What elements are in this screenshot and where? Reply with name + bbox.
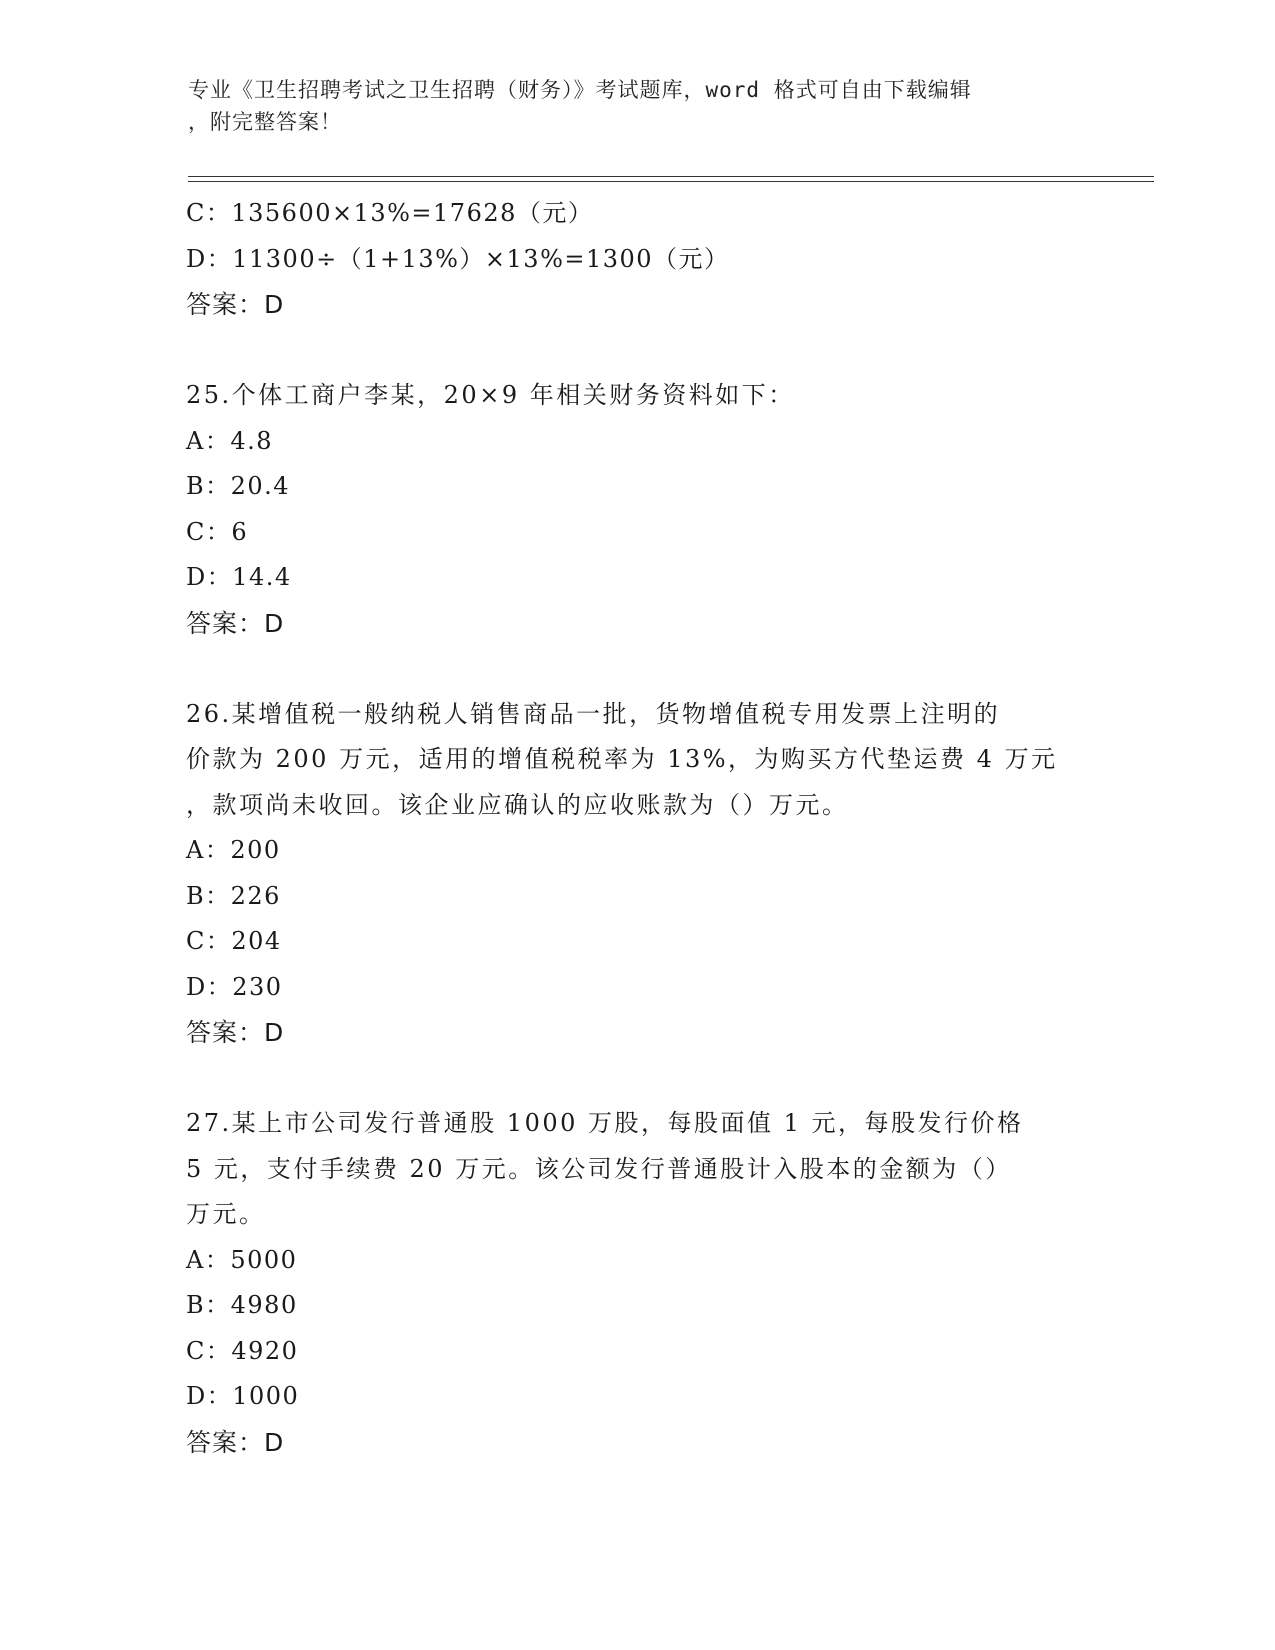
question-27 [186, 1101, 1086, 1465]
header-title-line-1: 专业《卫生招聘考试之卫生招聘（财务）》考试题库，word 格式可自由下载编辑 [188, 78, 972, 102]
header-title-line-2: ，附完整答案！ [188, 110, 342, 134]
question-stem: 26.某增值税一般纳税人销售商品一批，货物增值税专用发票上注明的 [186, 699, 1001, 728]
question-stem: 5 元，支付手续费 20 万元。该公司发行普通股计入股本的金额为（） [186, 1154, 1012, 1183]
option-c: C：204 [186, 927, 282, 955]
answer-line: 答案：D [186, 1427, 285, 1457]
option-d: D：14.4 [186, 563, 292, 591]
document-header [188, 74, 1088, 138]
option-d: D：230 [186, 972, 283, 1001]
answer-line: 答案：D [186, 608, 285, 638]
option-a: A：200 [186, 836, 281, 864]
spacer [186, 646, 1086, 692]
question-25 [186, 373, 1086, 646]
question-stem: 万元。 [186, 1200, 266, 1228]
question-stem: 27.某上市公司发行普通股 1000 万股，每股面值 1 元，每股发行价格 [186, 1109, 1024, 1137]
spacer [186, 1056, 1086, 1102]
question-stem: 价款为 200 万元，适用的增值税税率为 13%，为购买方代垫运费 4 万元 [186, 745, 1058, 773]
question-stem: 25.个体工商户李某，20×9 年相关财务资料如下： [186, 381, 795, 409]
option-c: C：135600×13%=17628（元） [186, 199, 594, 227]
question-content [186, 191, 1086, 1465]
header-divider-bottom [188, 181, 1154, 182]
option-b: B：20.4 [186, 472, 291, 500]
answer-line: 答案：D [186, 290, 285, 319]
header-divider-top [188, 176, 1154, 177]
option-b: B：4980 [186, 1291, 298, 1319]
option-a: A：5000 [186, 1245, 298, 1274]
option-c: C：6 [186, 517, 249, 546]
spacer [186, 328, 1086, 374]
option-b: B：226 [186, 881, 281, 910]
answer-line: 答案：D [186, 1018, 285, 1047]
option-a: A：4.8 [186, 426, 273, 455]
option-c: C：4920 [186, 1336, 299, 1365]
option-d: D：11300÷（1+13%）×13%=1300（元） [186, 244, 730, 273]
prev-question-block [186, 191, 1086, 328]
question-26 [186, 692, 1086, 1056]
option-d: D：1000 [186, 1382, 300, 1410]
question-stem: ，款项尚未收回。该企业应确认的应收账款为（）万元。 [186, 790, 849, 819]
